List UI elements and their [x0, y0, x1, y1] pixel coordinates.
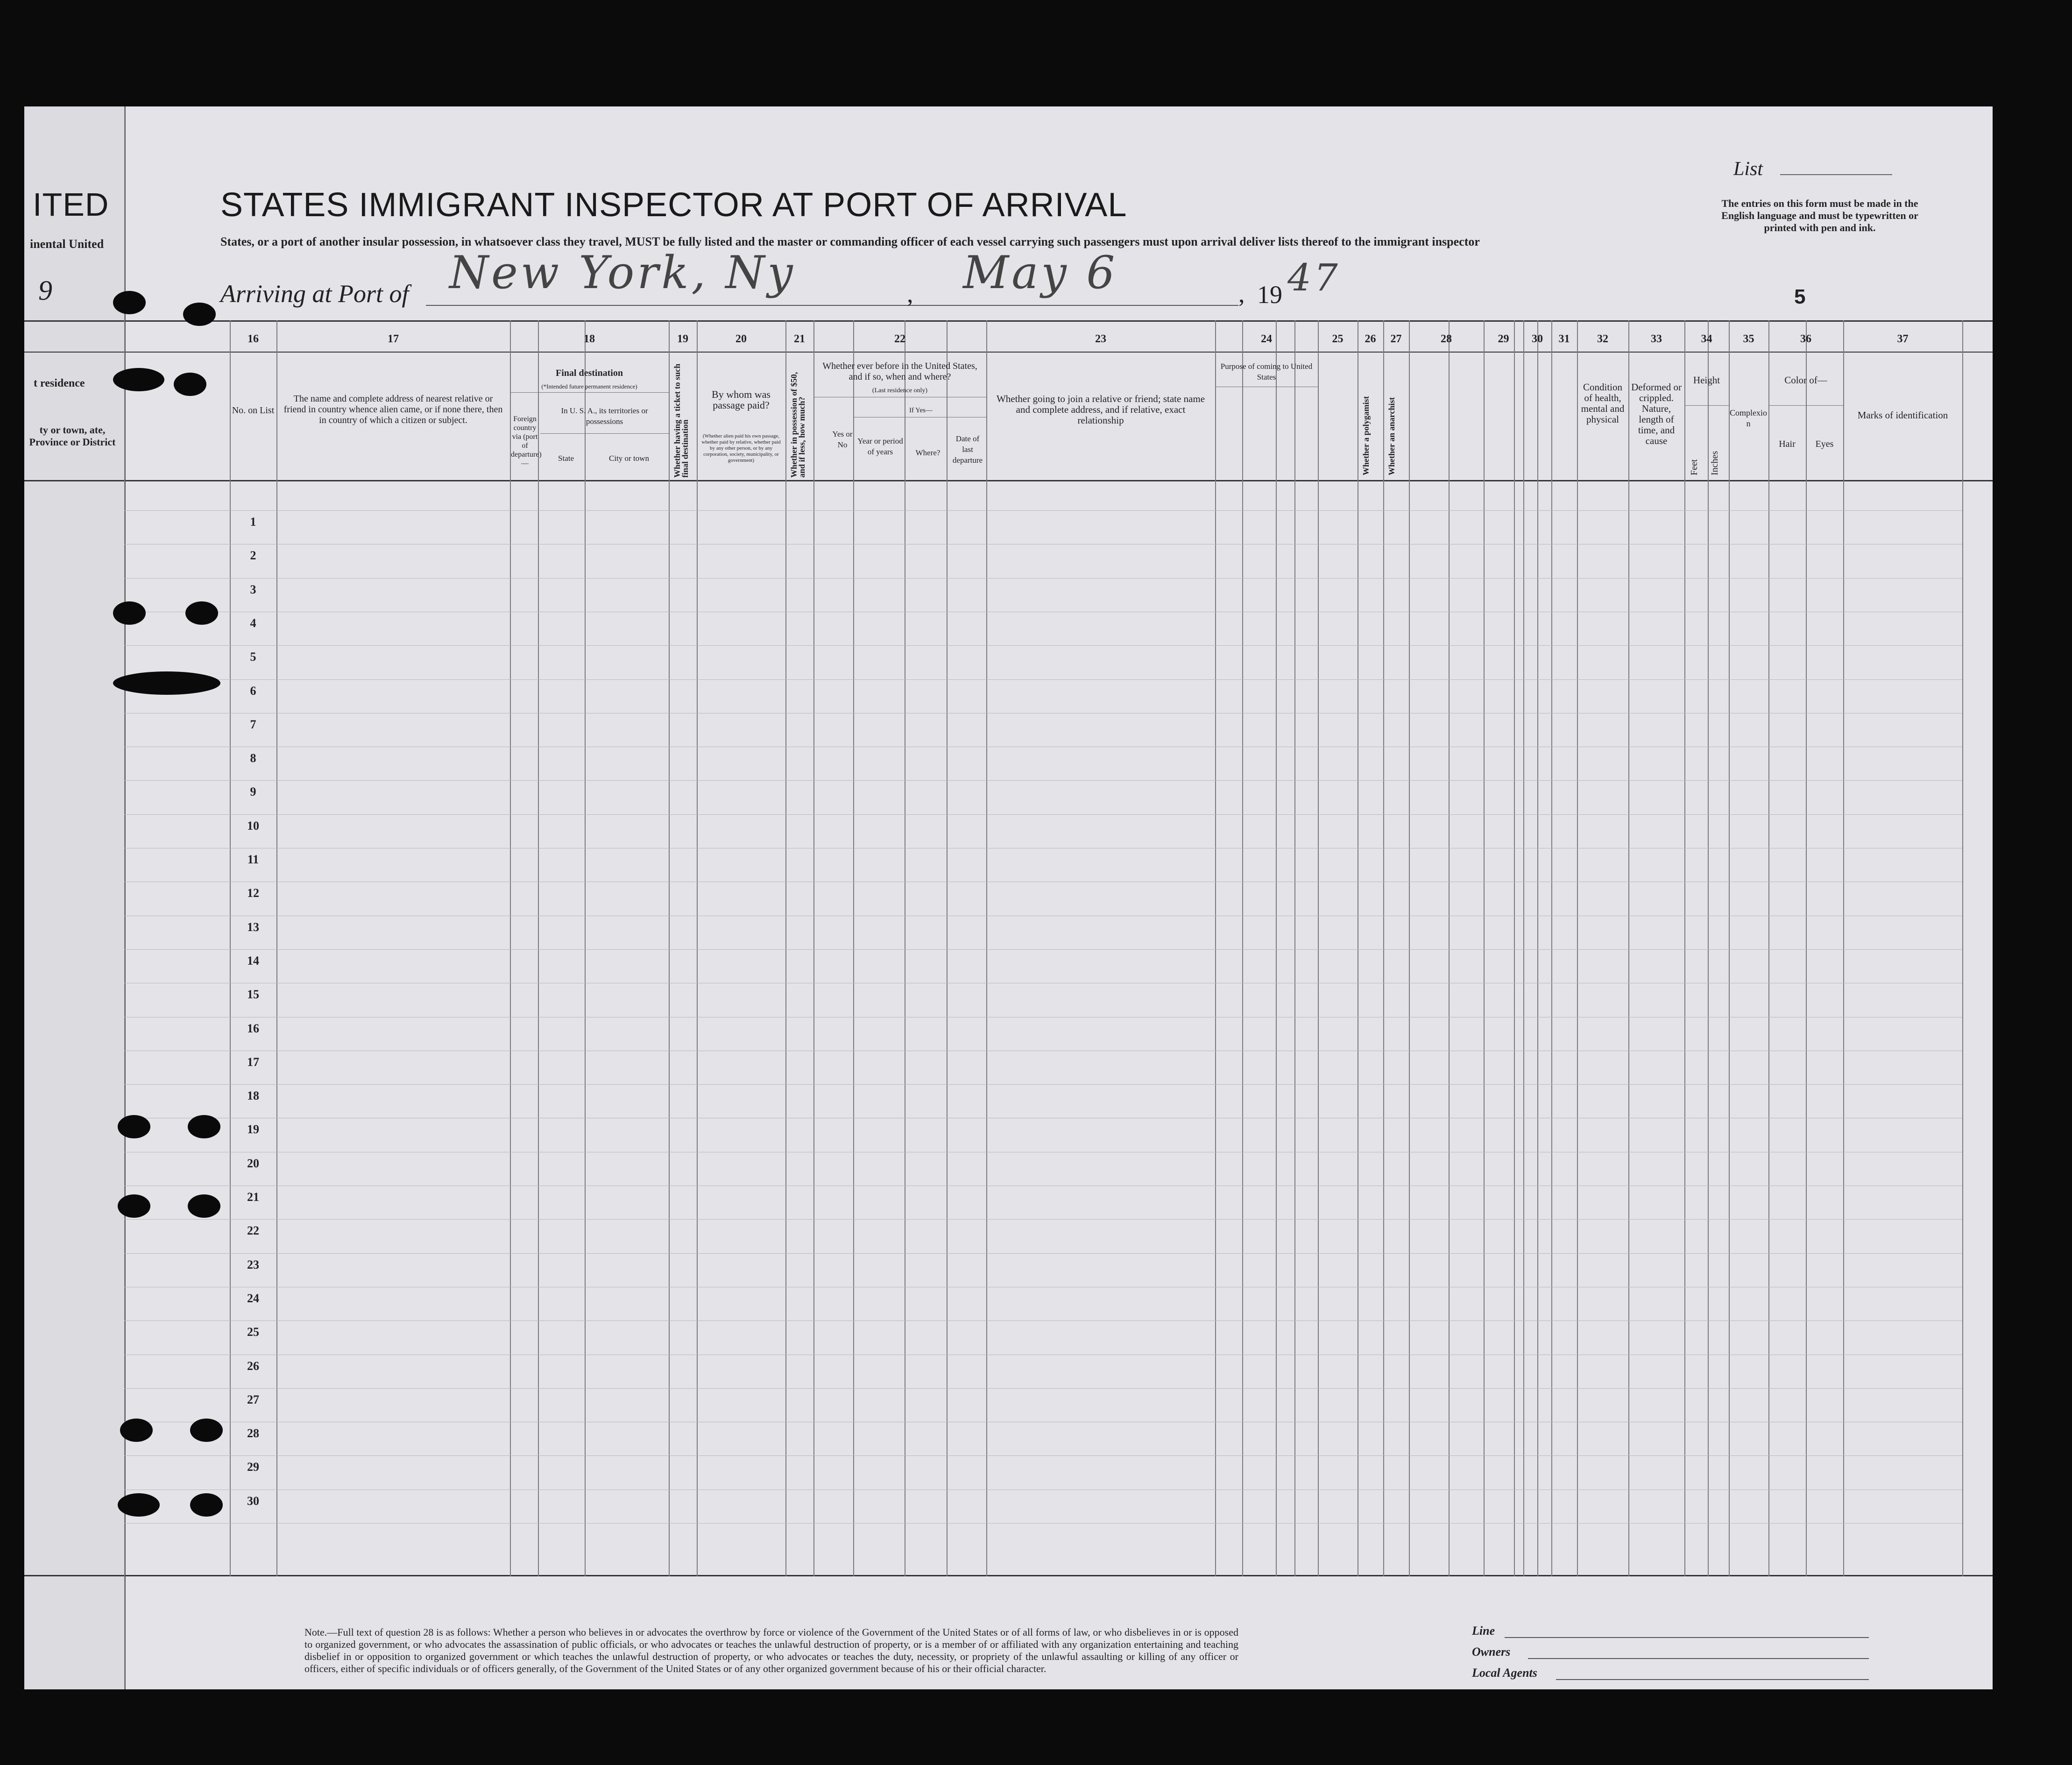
left-page-strip [24, 106, 126, 1689]
col-20-note: (Whether alien paid his own passage, whether paid by relative, whether paid by any other person, or by any corporation, society, municipality, or government) [701, 433, 781, 463]
col-18-city: City or town [609, 454, 649, 463]
col-26-label: Whether a polygamist [1361, 396, 1371, 475]
col-24-label: Purpose of coming to United States [1220, 362, 1313, 381]
row-number: 14 [247, 954, 259, 967]
row-number: 24 [247, 1292, 259, 1305]
col-22-date-departure: Date of last departure [952, 434, 983, 465]
col-18-usa-label: In U. S. A., its territories or possessions [561, 406, 648, 426]
local-agents-label: Local Agents [1472, 1666, 1537, 1680]
row-line [124, 949, 1962, 950]
punch-hole [113, 368, 164, 391]
port-line [426, 305, 940, 306]
col-22-where: Where? [915, 448, 941, 457]
punch-hole [185, 601, 218, 625]
port-handwritten: New York, Ny [449, 247, 796, 299]
row-number: 8 [250, 751, 256, 765]
row-number: 26 [247, 1359, 259, 1373]
col-16-label: No. on List [232, 405, 275, 416]
row-number: 7 [250, 718, 256, 731]
col-22-label: Whether ever before in the United States, and if so, when and where? [822, 361, 977, 382]
row-line [124, 1219, 1962, 1220]
left-year-fragment: 9 [38, 275, 52, 306]
row-number: 22 [247, 1224, 259, 1237]
col-37-label: Marks of identification [1857, 409, 1948, 421]
col-22-note: (Last residence only) [872, 387, 928, 394]
row-number: 11 [247, 853, 259, 866]
list-blank-line [1780, 174, 1892, 175]
header-top-rule [24, 320, 1993, 322]
row-line [124, 1455, 1962, 1456]
local-agents-blank [1556, 1679, 1869, 1680]
row-number: 18 [247, 1089, 259, 1102]
row-number: 10 [247, 819, 259, 833]
col-34-number: 34 [1701, 333, 1712, 345]
col-18-label: Final destination [556, 368, 623, 378]
col-20-label: By whom was passage paid? [712, 388, 771, 411]
col-18-foreign-country: Foreign country via (port of departure)— [511, 415, 542, 467]
row-number: 1 [250, 515, 256, 529]
row-line [124, 578, 1962, 579]
row-line [124, 1523, 1962, 1524]
col-37-number: 37 [1897, 333, 1909, 345]
row-number: 3 [250, 583, 256, 596]
col-23-label: Whether going to join a relative or friend; state name and complete address, and if relative, exact relationship [996, 393, 1205, 426]
col-17-number: 17 [388, 333, 399, 345]
form-subtitle: States, or a port of another insular possession, in whatsoever class they travel, MUST be fully listed and the master or commanding officer of each vessel carrying such passengers must upon arrival deliver lists thereof to the immigrant inspector [220, 235, 1480, 248]
left-residence-label: t residence [34, 377, 85, 389]
column-divider [124, 106, 125, 1689]
row-number: 9 [250, 785, 256, 798]
col-16-number: 16 [248, 333, 259, 345]
row-number: 23 [247, 1258, 259, 1271]
owners-blank [1528, 1658, 1869, 1659]
row-number: 6 [250, 684, 256, 698]
row-line [124, 1320, 1962, 1321]
punch-hole [188, 1194, 220, 1218]
col-34-inches: Inches [1710, 451, 1720, 475]
row-line [124, 1084, 1962, 1085]
punch-hole [118, 1194, 150, 1218]
left-title-fragment: ITED [33, 186, 109, 223]
form-instructions: The entries on this form must be made in the English language and must be typewritten or printed with pen and ink. [1721, 198, 1918, 233]
row-number: 20 [247, 1157, 259, 1170]
col-31-number: 31 [1558, 333, 1570, 345]
col-17-label: The name and complete address of nearest relative or friend in country whence alien came, or if none there, then in country of which a citizen or subject. [283, 394, 503, 425]
row-line [124, 645, 1962, 646]
list-label: List [1733, 158, 1763, 180]
col-35-label: Complexion [1730, 408, 1767, 428]
row-number: 17 [247, 1055, 259, 1069]
punch-hole [190, 1493, 223, 1517]
punch-hole [174, 373, 206, 396]
column-number-rule [24, 352, 1993, 353]
row-number: 25 [247, 1325, 259, 1339]
col-27-label: Whether an anarchist [1387, 397, 1396, 475]
date-handwritten: May 6 [963, 247, 1118, 299]
col-20-number: 20 [735, 333, 747, 345]
punch-hole [113, 291, 146, 314]
left-district-label: ty or town, ate, Province or District [29, 424, 116, 448]
col-33-label: Deformed or crippled. Nature, length of time, and cause [1631, 381, 1682, 446]
header-bottom-rule [24, 480, 1993, 481]
row-line [124, 1253, 1962, 1254]
col-32-number: 32 [1597, 333, 1608, 345]
col-19-label: Whether having a ticket to such final destination [672, 363, 690, 478]
date-line [930, 305, 1238, 306]
col-34-feet: Feet [1689, 459, 1699, 475]
date-comma: , [1238, 280, 1245, 308]
row-number: 30 [247, 1494, 259, 1508]
row-line [124, 780, 1962, 781]
sheet-number: 5 [1794, 285, 1806, 308]
col-32-label: Condition of health, mental and physical [1581, 381, 1625, 425]
col-26-number: 26 [1365, 333, 1376, 345]
line-label: Line [1472, 1624, 1495, 1638]
col-27-number: 27 [1390, 333, 1402, 345]
row-number: 2 [250, 549, 256, 562]
row-line [124, 510, 1962, 511]
col-18-note: (*Intended future permanent residence) [541, 383, 637, 390]
arriving-label: Arriving at Port of [220, 280, 409, 308]
col-24-number: 24 [1261, 333, 1272, 345]
row-number: 19 [247, 1123, 259, 1136]
punch-hole [183, 303, 216, 326]
col-21-number: 21 [794, 333, 805, 345]
col-18-number: 18 [584, 333, 595, 345]
col-28-number: 28 [1441, 333, 1452, 345]
owners-label: Owners [1472, 1645, 1511, 1659]
manifest-page [24, 106, 1993, 1689]
col-36-number: 36 [1800, 333, 1811, 345]
row-number: 12 [247, 886, 259, 900]
column-divider [1962, 320, 1963, 1576]
port-comma: , [907, 280, 913, 308]
col-33-number: 33 [1651, 333, 1662, 345]
punch-hole [188, 1115, 220, 1138]
year-handwritten: 47 [1287, 256, 1341, 299]
col-21-label: Whether in possession of $50, and if less, how much? [789, 372, 806, 478]
punch-hole [120, 1419, 153, 1442]
punch-hole [113, 671, 220, 695]
col-36-label: Color of— [1784, 374, 1827, 386]
row-number: 28 [247, 1426, 259, 1440]
col-22-year: Year or period of years [857, 437, 903, 456]
punch-hole [118, 1493, 160, 1517]
col-22-yes-no: Yes or No [832, 430, 853, 449]
col-30-number: 30 [1532, 333, 1543, 345]
row-line [124, 1388, 1962, 1389]
punch-hole [118, 1115, 150, 1138]
row-number: 5 [250, 650, 256, 664]
row-number: 4 [250, 616, 256, 630]
row-number: 15 [247, 988, 259, 1001]
col-36-hair: Hair [1779, 439, 1796, 449]
punch-hole [190, 1419, 223, 1442]
col-18-state: State [558, 454, 574, 463]
col-19-number: 19 [677, 333, 688, 345]
col-35-number: 35 [1743, 333, 1754, 345]
col-29-number: 29 [1498, 333, 1509, 345]
year-prefix: 19 [1257, 281, 1282, 309]
left-subtitle-fragment: inental United [30, 237, 104, 251]
line-blank [1505, 1637, 1869, 1638]
row-number: 29 [247, 1460, 259, 1474]
table-bottom-rule [24, 1575, 1993, 1576]
row-number: 21 [247, 1190, 259, 1204]
col-22-number: 22 [894, 333, 905, 345]
question-28-footnote: Note.—Full text of question 28 is as follows: Whether a person who believes in or advocates the overthrow by force or violence of the Government of the United States or of all forms of law, or who disbelieves in or is opposed to organized government, or who advocates the assassination of public officials, or who advocates or teaches the unlawful destruction of property, or is a member of or affiliated with any organization entertaining and teaching disbelief in or opposition to organized government or which teaches the unlawful destruction of property, or who advocates or teaches the duty, necessity, or propriety of the unlawful assaulting or killing of any officer or officers, either of specific individuals or of officers generally, of the Government of the United States or of any other organized government because of his or their official character. [304, 1626, 1238, 1674]
row-line [124, 814, 1962, 815]
col-25-number: 25 [1332, 333, 1344, 345]
col-22-if-yes: If Yes— [909, 407, 933, 414]
punch-hole [113, 601, 146, 625]
col-36-eyes: Eyes [1815, 439, 1834, 449]
row-number: 27 [247, 1393, 259, 1406]
row-number: 16 [247, 1022, 259, 1035]
form-title: STATES IMMIGRANT INSPECTOR AT PORT OF ARRIVAL [220, 186, 1127, 224]
row-number: 13 [247, 920, 259, 934]
row-line [124, 679, 1962, 680]
col-23-number: 23 [1095, 333, 1106, 345]
col-34-label: Height [1693, 374, 1720, 386]
